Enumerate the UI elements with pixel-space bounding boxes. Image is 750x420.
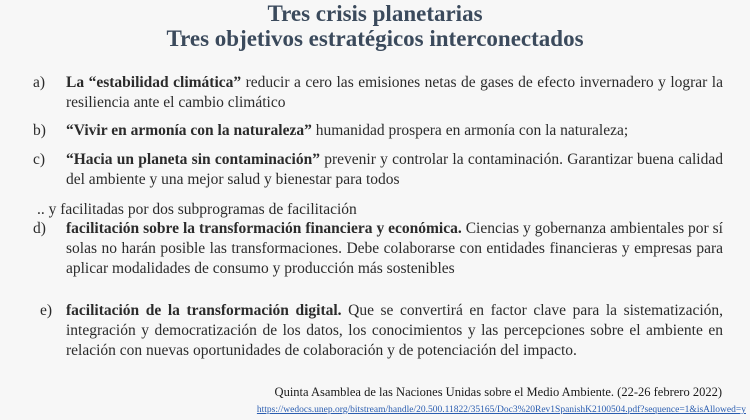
item-lead: “Hacia un planeta sin contaminación” [66, 151, 320, 168]
item-text: prevenir y controlar la contaminación. Garantizar buena calidad del ambiente y una mejor salud y bienestar para todos [66, 151, 723, 188]
item-lead: “Vivir en armonía con la naturaleza” [66, 122, 312, 139]
item-marker: a) [33, 74, 46, 91]
objective-item-c [33, 150, 723, 190]
facilitation-intro [37, 200, 727, 220]
item-lead: La “estabilidad climática” [66, 74, 242, 91]
slide-title [0, 1, 750, 51]
item-marker: e) [40, 302, 53, 319]
objective-item-b [33, 121, 723, 141]
slide-title-line-1: Tres crisis planetarias [267, 1, 483, 26]
item-marker: b) [33, 122, 46, 139]
item-text: Que se convertirá en factor clave para la sistematización, integración y democratización de los datos, los conocimientos y las percepciones sobre el ambiente en relación con nuevas oportunidades de colaboración y de potenciación del impacto. [66, 302, 724, 359]
item-lead: facilitación sobre la transformación financiera y económica. [66, 220, 462, 237]
item-text: Ciencias y gobernanza ambientales por sí solas no harán posible las transformaciones. Debe colaborarse con entidades financieras y empresas para aplicar modalidades de consumo y producción más sostenibles [66, 220, 723, 277]
objective-item-a [33, 73, 723, 113]
item-lead: facilitación de la transformación digital. [66, 302, 342, 319]
facilitation-item-e [40, 301, 723, 361]
item-marker: d) [33, 220, 46, 237]
citation: Quinta Asamblea de las Naciones Unidas sobre el Medio Ambiente. (22-26 febrero 2022) [274, 385, 722, 399]
facilitation-intro-text: .. y facilitadas por dos subprogramas de facilitación [37, 201, 357, 218]
slide-title-line-2: Tres objetivos estratégicos interconectados [166, 26, 584, 51]
item-text: reducir a cero las emisiones netas de gases de efecto invernadero y lograr la resiliencia ante el cambio climático [66, 74, 723, 111]
facilitation-item-d [33, 219, 723, 279]
item-marker: c) [33, 151, 46, 168]
item-text: humanidad prospera en armonía con la naturaleza; [311, 122, 629, 139]
source-link[interactable]: https://wedocs.unep.org/bitstream/handle/20.500.11822/35165/Doc3%20Rev1SpanishK2100504.pdf?sequence=1&isAllowed=y [256, 405, 746, 415]
